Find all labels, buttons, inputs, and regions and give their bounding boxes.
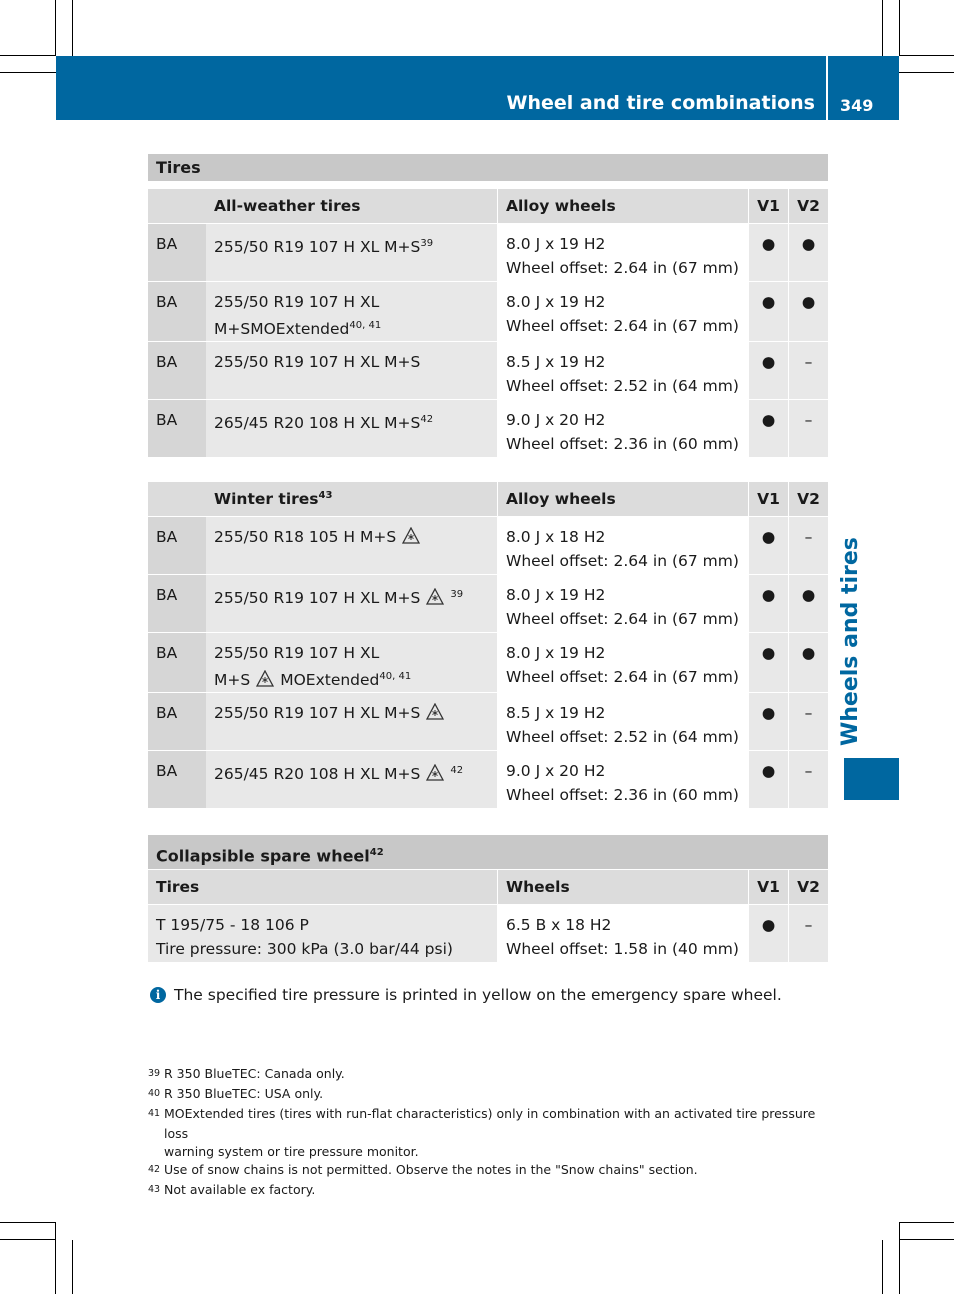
header-tire: All-weather tires xyxy=(206,189,497,224)
wheel-cell xyxy=(497,517,748,575)
snowflake-mountain-icon xyxy=(426,588,444,606)
v2-mark: – xyxy=(788,905,828,963)
wheel-offset: Wheel offset: 2.64 in (67 mm) xyxy=(506,552,739,570)
footnote-number: 40 xyxy=(148,1088,161,1099)
wheel-offset: Wheel offset: 2.36 in (60 mm) xyxy=(506,786,739,805)
wheel-offset: Wheel offset: 2.64 in (67 mm) xyxy=(506,317,739,335)
tire-cell xyxy=(206,751,497,809)
footnote-text: R 350 BlueTEC: USA only. xyxy=(164,1086,324,1101)
crop-mark xyxy=(899,0,900,56)
v2-mark: ● xyxy=(788,633,828,693)
footnote-number: 39 xyxy=(148,1068,161,1079)
v2-mark: ● xyxy=(788,282,828,342)
crop-mark xyxy=(0,1239,56,1240)
footnote-ref: 42 xyxy=(450,765,464,777)
header-tire-text: Winter tires xyxy=(214,490,319,509)
wheel-offset: Wheel offset: 2.64 in (67 mm) xyxy=(506,610,739,628)
footnotes xyxy=(148,1064,838,1200)
spare-title-text: Collapsible spare wheel xyxy=(156,846,370,866)
wheel-cell xyxy=(497,224,748,282)
crop-mark xyxy=(882,1240,883,1294)
tire-cell xyxy=(206,517,497,575)
snowflake-mountain-icon xyxy=(426,703,444,721)
tire-extended: MOExtended xyxy=(280,671,380,690)
header-empty xyxy=(148,482,206,517)
page-number: 349 xyxy=(840,96,874,115)
v2-mark: – xyxy=(788,517,828,575)
footnote-number: 43 xyxy=(148,1184,161,1195)
tire-size: T 195/75 - 18 106 P xyxy=(156,916,309,934)
table-row xyxy=(148,693,828,751)
crop-mark xyxy=(899,55,954,56)
table-row xyxy=(148,575,828,633)
table-row xyxy=(148,400,828,458)
wheel-cell xyxy=(497,400,748,458)
v1-mark: ● xyxy=(748,282,788,342)
tire-cell xyxy=(206,575,497,633)
footnote xyxy=(148,1160,838,1180)
crop-mark xyxy=(0,72,56,73)
wheel-size: 6.5 B x 18 H2 xyxy=(506,916,612,934)
wheel-size: 8.0 J x 19 H2 xyxy=(506,293,606,311)
v2-mark: – xyxy=(788,400,828,458)
wheel-cell xyxy=(497,282,748,342)
v1-mark: ● xyxy=(748,400,788,458)
tire-cell xyxy=(206,633,497,693)
wheel-size: 8.0 J x 19 H2 xyxy=(506,235,606,253)
wheel-size: 8.5 J x 19 H2 xyxy=(506,353,606,372)
row-label: BA xyxy=(148,633,206,693)
v1-mark: ● xyxy=(748,751,788,809)
tire-size: 255/50 R19 107 H XL xyxy=(214,644,380,662)
wheel-size: 9.0 J x 20 H2 xyxy=(506,411,606,430)
footnote-ref: 40, 41 xyxy=(349,320,382,331)
footnote-text: R 350 BlueTEC: Canada only. xyxy=(164,1066,345,1081)
wheel-cell xyxy=(497,342,748,400)
header-wheel: Alloy wheels xyxy=(497,189,748,224)
crop-mark xyxy=(899,72,954,73)
tire-size: 255/50 R19 107 H XL M+S xyxy=(214,589,421,608)
wheel-cell xyxy=(497,693,748,751)
row-label: BA xyxy=(148,575,206,633)
header-tire xyxy=(206,482,497,517)
tire-size: 255/50 R19 107 H XL M+S xyxy=(214,704,421,723)
tire-size: 265/45 R20 108 H XL M+S xyxy=(214,765,421,784)
tire-size: 255/50 R19 107 H XL xyxy=(214,293,380,311)
row-label: BA xyxy=(148,282,206,342)
tire-pressure: Tire pressure: 300 kPa (3.0 bar/44 psi) xyxy=(156,940,453,958)
crop-mark xyxy=(882,0,883,56)
wheel-offset: Wheel offset: 2.52 in (64 mm) xyxy=(506,377,739,396)
tire-size: 255/50 R19 107 H XL M+S xyxy=(214,353,421,372)
row-label: BA xyxy=(148,751,206,809)
snowflake-mountain-icon xyxy=(256,670,274,688)
wheel-offset: Wheel offset: 1.58 in (40 mm) xyxy=(506,940,739,958)
row-label: BA xyxy=(148,517,206,575)
table-row xyxy=(148,633,828,693)
wheel-size: 8.5 J x 19 H2 xyxy=(506,704,606,723)
wheel-offset: Wheel offset: 2.64 in (67 mm) xyxy=(506,668,739,686)
info-text: The specified tire pressure is printed in yellow on the emergency spare wheel. xyxy=(174,986,782,1004)
header-tire: Tires xyxy=(148,870,497,905)
footnote-number: 42 xyxy=(148,1164,161,1175)
tire-cell xyxy=(148,905,497,963)
v2-mark: ● xyxy=(788,575,828,633)
header-v2: V2 xyxy=(788,189,828,224)
tire-cell xyxy=(206,342,497,400)
tire-cell xyxy=(206,693,497,751)
v1-mark: ● xyxy=(748,575,788,633)
table-row xyxy=(148,751,828,809)
wheel-offset: Wheel offset: 2.52 in (64 mm) xyxy=(506,728,739,747)
header-empty xyxy=(148,189,206,224)
v1-mark: ● xyxy=(748,693,788,751)
footnote-ref: 42 xyxy=(420,414,434,426)
tire-cell xyxy=(206,224,497,282)
crop-mark xyxy=(899,1222,900,1294)
wheel-size: 8.0 J x 19 H2 xyxy=(506,644,606,662)
table-row xyxy=(148,282,828,342)
info-note xyxy=(150,986,782,1004)
footnote-ref: 39 xyxy=(450,589,464,600)
snowflake-mountain-icon xyxy=(426,764,444,782)
crop-mark xyxy=(0,1222,56,1223)
crop-mark xyxy=(899,1222,954,1223)
header-wheel: Wheels xyxy=(497,870,748,905)
table-row xyxy=(148,517,828,575)
header-divider xyxy=(826,56,828,120)
row-label: BA xyxy=(148,342,206,400)
side-chapter-text: Wheels and tires xyxy=(838,537,863,746)
v2-mark: ● xyxy=(788,224,828,282)
table-header-row xyxy=(148,870,828,905)
wheel-cell xyxy=(497,633,748,693)
table-row xyxy=(148,342,828,400)
footnote-ref: 43 xyxy=(318,489,333,501)
footnote-text: Use of snow chains is not permitted. Observe the notes in the "Snow chains" section. xyxy=(164,1162,698,1177)
footnote-number: 41 xyxy=(148,1108,161,1119)
footnote-text: Not available ex factory. xyxy=(164,1182,316,1197)
tire-size-cont: M+S xyxy=(214,671,251,690)
header-v1: V1 xyxy=(748,870,788,905)
table-row xyxy=(148,905,828,963)
row-label: BA xyxy=(148,400,206,458)
spare-wheel-table xyxy=(148,870,828,963)
footnote-text: MOExtended tires (tires with run-flat characteristics) only in combination with an activated tire pressure loss xyxy=(164,1106,816,1141)
v2-mark: – xyxy=(788,342,828,400)
section-title-spare xyxy=(148,835,828,869)
footnote-ref: 40, 41 xyxy=(379,671,412,682)
table-header-row xyxy=(148,482,828,517)
tire-size: 255/50 R18 105 H M+S xyxy=(214,528,397,546)
crop-mark xyxy=(55,1222,56,1294)
footnote xyxy=(148,1104,838,1160)
v1-mark: ● xyxy=(748,342,788,400)
tire-size-cont: M+SMOExtended xyxy=(214,320,350,339)
wheel-size: 9.0 J x 20 H2 xyxy=(506,762,606,781)
crop-mark xyxy=(72,0,73,56)
snowflake-mountain-icon xyxy=(402,527,420,545)
header-v1: V1 xyxy=(748,189,788,224)
footnote-ref: 42 xyxy=(369,847,384,858)
info-icon: i xyxy=(150,987,166,1003)
wheel-size: 8.0 J x 19 H2 xyxy=(506,586,606,604)
row-label: BA xyxy=(148,693,206,751)
table-header-row xyxy=(148,189,828,224)
footnote xyxy=(148,1084,838,1104)
header-v2: V2 xyxy=(788,870,828,905)
page-title: Wheel and tire combinations xyxy=(506,92,815,114)
wheel-offset: Wheel offset: 2.36 in (60 mm) xyxy=(506,435,739,454)
wheel-cell xyxy=(497,575,748,633)
wheel-size: 8.0 J x 18 H2 xyxy=(506,528,606,546)
v1-mark: ● xyxy=(748,517,788,575)
tire-size: 255/50 R19 107 H XL M+S xyxy=(214,238,421,257)
crop-mark xyxy=(0,55,56,56)
tire-size: 265/45 R20 108 H XL M+S xyxy=(214,414,421,433)
side-chapter-tab xyxy=(844,758,899,800)
crop-mark xyxy=(55,0,56,56)
footnote-ref: 39 xyxy=(420,238,434,249)
footnote xyxy=(148,1180,838,1200)
tire-cell xyxy=(206,400,497,458)
crop-mark xyxy=(899,1239,954,1240)
page-header xyxy=(56,56,899,120)
section-title-tires: Tires xyxy=(148,154,828,181)
tire-cell xyxy=(206,282,497,342)
v2-mark: – xyxy=(788,751,828,809)
wheel-cell xyxy=(497,905,748,963)
header-wheel: Alloy wheels xyxy=(497,482,748,517)
winter-tires-table xyxy=(148,482,828,809)
footnote xyxy=(148,1064,838,1084)
wheel-cell xyxy=(497,751,748,809)
crop-mark xyxy=(72,1240,73,1294)
header-v1: V1 xyxy=(748,482,788,517)
v1-mark: ● xyxy=(748,224,788,282)
header-v2: V2 xyxy=(788,482,828,517)
v2-mark: – xyxy=(788,693,828,751)
wheel-offset: Wheel offset: 2.64 in (67 mm) xyxy=(506,259,739,277)
table-row xyxy=(148,224,828,282)
row-label: BA xyxy=(148,224,206,282)
v1-mark: ● xyxy=(748,905,788,963)
footnote-text-cont: warning system or tire pressure monitor. xyxy=(164,1144,419,1159)
allweather-tires-table xyxy=(148,189,828,458)
v1-mark: ● xyxy=(748,633,788,693)
